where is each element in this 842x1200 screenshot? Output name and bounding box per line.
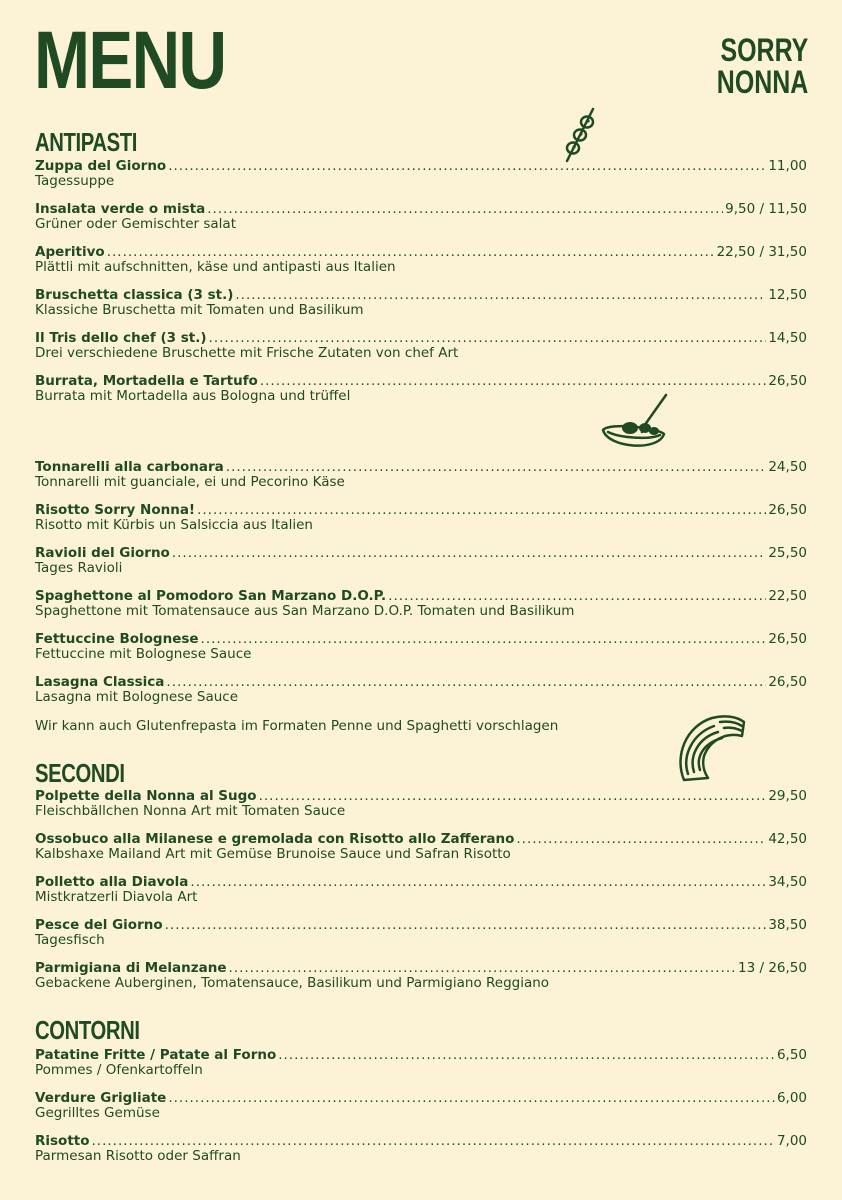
leader-dots xyxy=(388,588,766,604)
item-price: 26,50 xyxy=(768,674,807,690)
item-description: Fleischbällchen Nonna Art mit Tomaten Sauce xyxy=(35,803,346,819)
item-name: Risotto Sorry Nonna! xyxy=(35,502,196,518)
leader-dots xyxy=(278,1047,775,1063)
item-description: Gegrilltes Gemüse xyxy=(35,1105,160,1121)
item-name: Burrata, Mortadella e Tartufo xyxy=(35,373,258,389)
menu-item xyxy=(35,631,807,661)
item-description: Parmesan Risotto oder Saffran xyxy=(35,1148,241,1164)
leader-dots xyxy=(168,158,766,174)
leader-dots xyxy=(172,545,767,561)
menu-item xyxy=(35,330,807,360)
leader-dots xyxy=(201,631,767,647)
section-title-contorni: CONTORNI xyxy=(35,1015,140,1045)
leader-dots xyxy=(168,1090,775,1106)
item-description: Pommes / Ofenkartoffeln xyxy=(35,1062,203,1078)
menu-title: MENU xyxy=(34,15,226,106)
menu-item xyxy=(35,373,807,403)
item-description: Mistkratzerli Diavola Art xyxy=(35,889,198,905)
leader-dots xyxy=(165,917,767,933)
menu-item xyxy=(35,874,807,904)
menu-item xyxy=(35,545,807,575)
leader-dots xyxy=(197,502,766,518)
leader-dots xyxy=(516,831,766,847)
item-price: 29,50 xyxy=(768,788,807,804)
brand-line-2: NONNA xyxy=(716,64,808,100)
item-description: Spaghettone mit Tomatensauce aus San Marzano D.O.P. Tomaten und Basilikum xyxy=(35,603,575,619)
item-description: Kalbshaxe Mailand Art mit Gemüse Brunoise Sauce und Safran Risotto xyxy=(35,846,511,862)
item-name: Spaghettone al Pomodoro San Marzano D.O.P. xyxy=(35,588,387,604)
item-price: 6,50 xyxy=(776,1047,807,1063)
item-price: 24,50 xyxy=(768,459,807,475)
menu-item xyxy=(35,917,807,947)
leader-dots xyxy=(209,330,767,346)
item-description: Gebackene Auberginen, Tomatensauce, Basilikum und Parmigiano Reggiano xyxy=(35,975,550,991)
leader-dots xyxy=(228,960,736,976)
menu-item xyxy=(35,1047,807,1077)
brand-line-1: SORRY xyxy=(720,32,808,68)
item-description: Tagesfisch xyxy=(35,932,105,948)
item-name: Ravioli del Giorno xyxy=(35,545,170,561)
menu-item xyxy=(35,960,807,990)
item-description: Tonnarelli mit guanciale, ei und Pecorino Käse xyxy=(35,474,345,490)
item-price: 22,50 xyxy=(768,588,807,604)
item-price: 9,50 / 11,50 xyxy=(725,201,807,217)
item-name: Ossobuco alla Milanese e gremolada con Risotto allo Zafferano xyxy=(35,831,515,847)
section-title-antipasti: ANTIPASTI xyxy=(35,127,138,157)
leader-dots xyxy=(226,459,767,475)
item-price: 26,50 xyxy=(768,631,807,647)
leader-dots xyxy=(107,244,715,260)
leader-dots xyxy=(166,674,766,690)
menu-item xyxy=(35,1090,807,1120)
menu-item xyxy=(35,158,807,188)
item-price: 12,50 xyxy=(768,287,807,303)
item-price: 26,50 xyxy=(768,502,807,518)
leader-dots xyxy=(92,1133,775,1149)
item-description: Drei verschiedene Bruschette mit Frische Zutaten von chef Art xyxy=(35,345,459,361)
menu-item xyxy=(35,588,807,618)
leader-dots xyxy=(260,373,767,389)
menu-item xyxy=(35,1133,807,1163)
item-price: 34,50 xyxy=(768,874,807,890)
item-name: Parmigiana di Melanzane xyxy=(35,960,227,976)
item-name: Fettuccine Bolognese xyxy=(35,631,199,647)
macaroni-icon xyxy=(672,712,746,786)
item-name: Bruschetta classica (3 st.) xyxy=(35,287,234,303)
menu-item xyxy=(35,831,807,861)
item-price: 14,50 xyxy=(768,330,807,346)
pasta-bowl-icon xyxy=(600,392,668,456)
item-price: 25,50 xyxy=(768,545,807,561)
item-name: Zuppa del Giorno xyxy=(35,158,167,174)
item-price: 22,50 / 31,50 xyxy=(716,244,807,260)
menu-item xyxy=(35,201,807,231)
menu-item xyxy=(35,788,807,818)
item-name: Tonnarelli alla carbonara xyxy=(35,459,224,475)
leader-dots xyxy=(235,287,766,303)
leader-dots xyxy=(190,874,766,890)
item-name: Pesce del Giorno xyxy=(35,917,163,933)
leader-dots xyxy=(259,788,767,804)
menu-item xyxy=(35,244,807,274)
menu-item xyxy=(35,287,807,317)
item-name: Insalata verde o mista xyxy=(35,201,206,217)
item-price: 7,00 xyxy=(776,1133,807,1149)
item-price: 13 / 26,50 xyxy=(738,960,807,976)
item-name: Risotto xyxy=(35,1133,90,1149)
item-description: Tages Ravioli xyxy=(35,560,123,576)
section-title-secondi: SECONDI xyxy=(35,758,125,788)
item-description: Fettuccine mit Bolognese Sauce xyxy=(35,646,252,662)
olive-skewer-icon xyxy=(560,106,600,164)
item-price: 6,00 xyxy=(776,1090,807,1106)
menu-item xyxy=(35,674,807,704)
item-name: Il Tris dello chef (3 st.) xyxy=(35,330,207,346)
item-name: Verdure Grigliate xyxy=(35,1090,167,1106)
menu-item xyxy=(35,459,807,489)
item-description: Grüner oder Gemischter salat xyxy=(35,216,236,232)
item-description: Tagessuppe xyxy=(35,173,115,189)
item-price: 38,50 xyxy=(768,917,807,933)
item-name: Polletto alla Diavola xyxy=(35,874,189,890)
item-description: Lasagna mit Bolognese Sauce xyxy=(35,689,238,705)
item-description: Plättli mit aufschnitten, käse und antipasti aus Italien xyxy=(35,259,396,275)
item-name: Patatine Fritte / Patate al Forno xyxy=(35,1047,277,1063)
brand-logo xyxy=(716,34,808,98)
item-name: Aperitivo xyxy=(35,244,105,260)
item-description: Burrata mit Mortadella aus Bologna und trüffel xyxy=(35,388,351,404)
leader-dots xyxy=(207,201,723,217)
item-name: Lasagna Classica xyxy=(35,674,165,690)
item-price: 26,50 xyxy=(768,373,807,389)
item-price: 11,00 xyxy=(768,158,807,174)
item-price: 42,50 xyxy=(768,831,807,847)
menu-item xyxy=(35,502,807,532)
item-description: Klassiche Bruschetta mit Tomaten und Basilikum xyxy=(35,302,364,318)
gluten-free-note: Wir kann auch Glutenfrepasta im Formaten Penne und Spaghetti vorschlagen xyxy=(35,718,559,734)
item-name: Polpette della Nonna al Sugo xyxy=(35,788,257,804)
item-description: Risotto mit Kürbis un Salsiccia aus Italien xyxy=(35,517,313,533)
